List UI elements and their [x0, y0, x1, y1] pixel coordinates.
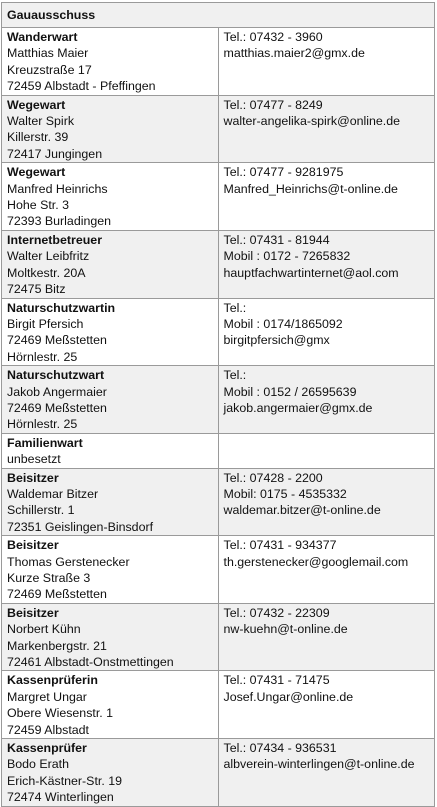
table-row — [2, 433, 435, 468]
phone-text: Tel.: 07431 - 934377 — [223, 538, 337, 553]
person-cell — [2, 536, 219, 604]
table-row — [2, 603, 435, 671]
email-text: birgitpfersich@gmx — [223, 333, 330, 348]
address-line: Moltkestr. 20A — [7, 265, 86, 280]
table-row — [2, 536, 435, 604]
role-label: Kassenprüfer — [7, 741, 87, 756]
address-line: Erich-Kästner-Str. 19 — [7, 773, 123, 788]
email-text: nw-kuehn@t-online.de — [223, 622, 348, 637]
table-row — [2, 95, 435, 163]
address-line: Kreuzstraße 17 — [7, 62, 92, 77]
table-row — [2, 28, 435, 96]
person-cell — [2, 739, 219, 807]
contact-cell — [218, 536, 435, 604]
table-row — [2, 230, 435, 298]
table-row — [2, 671, 435, 739]
phone-text: Tel.: 07432 - 3960 — [223, 30, 323, 44]
email-text: hauptfachwartinternet@aol.com — [223, 265, 399, 280]
email-text: matthias.maier2@gmx.de — [223, 46, 365, 61]
role-label: Kassenprüferin — [7, 673, 98, 688]
address-line: 72459 Albstadt - Pfeffingen — [7, 79, 156, 94]
phone-text: Tel.: 07434 - 936531 — [223, 741, 337, 756]
person-name: Norbert Kühn — [7, 622, 81, 637]
address-line: Hohe Str. 3 — [7, 198, 69, 213]
address-line: 72459 Albstadt — [7, 722, 89, 737]
phone-text: Tel.: — [223, 368, 247, 383]
contact-cell — [218, 366, 435, 434]
address-line: Hörnlestr. 25 — [7, 349, 78, 364]
table-header-row — [2, 3, 435, 28]
person-name: unbesetzt — [7, 452, 61, 467]
phone-text: Mobil: 0175 - 4535332 — [223, 486, 347, 501]
role-label: Wegewart — [7, 165, 66, 180]
contact-cell — [218, 28, 435, 96]
table-row — [2, 739, 435, 807]
person-name: Walter Spirk — [7, 114, 75, 129]
phone-text: Tel.: 07432 - 22309 — [223, 605, 330, 620]
address-line: Schillerstr. 1 — [7, 503, 75, 518]
person-name: Manfred Heinrichs — [7, 181, 108, 196]
address-line: 72393 Burladingen — [7, 214, 112, 229]
contact-cell — [218, 433, 435, 468]
phone-text: Tel.: 07477 - 9281975 — [223, 165, 344, 180]
address-line: Kurze Straße 3 — [7, 571, 91, 585]
address-line: 72461 Albstadt-Onstmettingen — [7, 655, 174, 670]
contact-cell — [218, 468, 435, 536]
gauausschuss-document — [1, 2, 435, 807]
person-name: Walter Leibfritz — [7, 249, 90, 264]
role-label: Beisitzer — [7, 470, 59, 485]
phone-text: Tel.: 07431 - 71475 — [223, 673, 330, 688]
table-row — [2, 163, 435, 231]
table-title: Gauausschuss — [2, 3, 435, 28]
address-line: Obere Wiesenstr. 1 — [7, 706, 114, 721]
phone-text: Tel.: 07431 - 81944 — [223, 232, 330, 247]
phone-text: Mobil : 0172 - 7265832 — [223, 249, 351, 264]
contact-cell — [218, 671, 435, 739]
phone-text: Tel.: 07428 - 2200 — [223, 470, 323, 485]
role-label: Internetbetreuer — [7, 232, 103, 247]
address-line: 72469 Meßstetten — [7, 587, 107, 602]
gauausschuss-table — [1, 2, 435, 807]
table-row — [2, 366, 435, 434]
person-cell — [2, 366, 219, 434]
person-cell — [2, 163, 219, 231]
contact-cell — [218, 230, 435, 298]
person-name: Matthias Maier — [7, 46, 89, 61]
phone-text: Mobil : 0152 / 26595639 — [223, 384, 357, 399]
email-text: Manfred_Heinrichs@t-online.de — [223, 181, 398, 196]
contact-cell — [218, 739, 435, 807]
table-row — [2, 298, 435, 366]
address-line: 72469 Meßstetten — [7, 400, 107, 415]
email-text: walter-angelika-spirk@online.de — [223, 114, 400, 129]
person-cell — [2, 28, 219, 96]
email-text: jakob.angermaier@gmx.de — [223, 400, 373, 415]
person-cell — [2, 603, 219, 671]
role-label: Wegewart — [7, 97, 66, 112]
role-label: Wanderwart — [7, 30, 78, 44]
person-name: Waldemar Bitzer — [7, 486, 99, 501]
address-line: 72469 Meßstetten — [7, 333, 107, 348]
phone-text: Mobil : 0174/1865092 — [223, 316, 343, 331]
person-cell — [2, 230, 219, 298]
email-text: Josef.Ungar@online.de — [223, 689, 354, 704]
person-name: Jakob Angermaier — [7, 384, 107, 399]
person-name: Thomas Gerstenecker — [7, 554, 130, 569]
table-row — [2, 468, 435, 536]
email-text: albverein-winterlingen@t-online.de — [223, 757, 415, 772]
email-text: th.gerstenecker@googlemail.com — [223, 554, 409, 569]
contact-cell — [218, 95, 435, 163]
role-label: Naturschutzwart — [7, 368, 105, 383]
address-line: Markenbergstr. 21 — [7, 638, 107, 653]
address-line: 72475 Bitz — [7, 282, 66, 297]
phone-text: Tel.: — [223, 300, 247, 315]
table-body — [2, 3, 435, 807]
role-label: Beisitzer — [7, 538, 59, 553]
person-cell — [2, 95, 219, 163]
address-line: 72351 Geislingen-Binsdorf — [7, 519, 154, 534]
person-cell — [2, 671, 219, 739]
email-text: waldemar.bitzer@t-online.de — [223, 503, 381, 518]
person-cell — [2, 298, 219, 366]
address-line: 72474 Winterlingen — [7, 790, 114, 805]
contact-cell — [218, 163, 435, 231]
role-label: Familienwart — [7, 435, 83, 450]
person-cell — [2, 433, 219, 468]
address-line: Killerstr. 39 — [7, 130, 69, 145]
person-name: Margret Ungar — [7, 689, 87, 704]
person-name: Bodo Erath — [7, 757, 69, 772]
role-label: Naturschutzwartin — [7, 300, 116, 315]
address-line: Hörnlestr. 25 — [7, 417, 78, 432]
contact-cell — [218, 603, 435, 671]
person-name: Birgit Pfersich — [7, 316, 84, 331]
phone-text: Tel.: 07477 - 8249 — [223, 97, 323, 112]
address-line: 72417 Jungingen — [7, 146, 103, 161]
contact-cell — [218, 298, 435, 366]
person-cell — [2, 468, 219, 536]
role-label: Beisitzer — [7, 605, 59, 620]
